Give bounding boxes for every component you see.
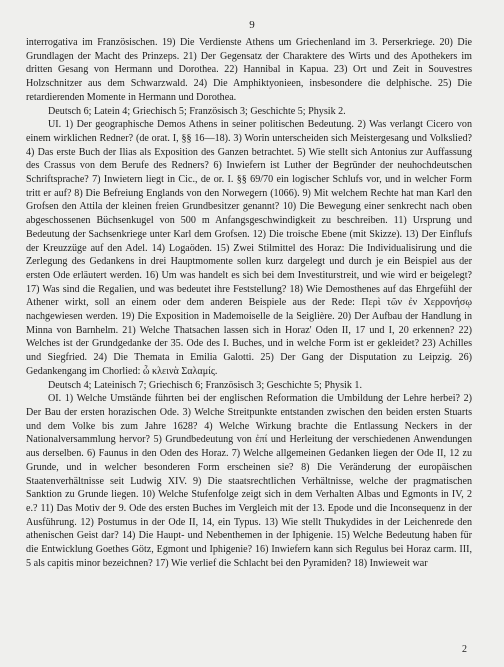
- paragraph-essay-counts-1: Deutsch 6; Latein 4; Griechisch 5; Französisch 3; Geschichte 5; Physik 2.: [48, 105, 346, 117]
- signature-mark: 2: [462, 644, 467, 655]
- body-text: [26, 36, 472, 570]
- page-number: 9: [249, 19, 255, 31]
- paragraph-topics-continued: interrogativa im Französischen. 19) Die Verdienste Athens um Griechenland im 3. Perserkriege. 20) Die Grundlagen der Macht des Prinzeps. 21) Der Gegensatz der Charaktere des Wirts und des Apothekers im dritten Gesang von Hermann und Dorothea. 22) Hannibal in Kapua. 23) Ort und Zeit in Souvestres Holzschnitzer aus dem Schwarzwald. 24) Die Amphiktyonieen, insbesondere die delphische. 25) Die retardierenden Momente in Hermann und Dorothea.: [26, 37, 472, 103]
- paragraph-section-ui: UI. 1) Der geographische Demos Athens in seiner politischen Bedeutung. 2) Was verlangt Cicero von einem wirklichen Redner? (de orat. I, §§ 16—18). 3) Worin unterscheiden sich Meistergesang und Volkslied? 4) Das erste Buch der Ilias als Exposition des Ganzen betrachtet. 5) Wie stellt sich Antonius zur Auffassung des Crassus von dem Berufe des Redners? 6) Inwiefern ist Luther der Begründer der neuhochdeutschen Schriftsprache? 7) Inwietern liegt in Cic., de or. I. §§ 69/70 ein logischer Schlufs vor, und in welcher Form tritt er auf? 8) Die Befreiung Englands von den Norwegern (1066). 9) Mit welchem Rechte hat man Karl den Grofsen den Attila der kleinen freien Grundbesitzer genannt? 10) Die Bewegung einer senkrecht nach oben abgeschossenen Büchsenkugel von 500 m Anfangsgeschwindigkeit zu beschreiben. 11) Ursprung und Bedeutung der Sachsenkriege unter Karl dem Grofsen. 12) Die troische Ebene (mit Skizze). 13) Der Einflufs der Kreuzzüge auf den Adel. 14) Logaöden. 15) Zwei Stilmittel des Horaz: Die Individualisirung und die Zerlegung des Gedankens in drei Hauptmomente sollen kurz dargelegt und durch je ein Beispiel aus der ersten Ode erläutert werden. 16) Um was handelt es sich bei dem Investiturstreit, und wie wird er beigelegt? 17) Was sind die Regalien, und was bedeutet ihre Feststellung? 18) Wie Demosthenes auf das Ehrgefühl der Athener wirkt, soll an einem oder dem anderen Beispiele aus der Rede: Περὶ τῶν ἐν Χερρονήσῳ nachgewiesen werden. 19) Die Exposition in Mademoiselle de la Seiglière. 20) Der Aufbau der Handlung in Minna von Barnhelm. 21) Welche Thatsachen lassen sich in Horaz' Oden II, 17 und I, 20 erkennen? 22) Welches ist der Grundgedanke der 35. Ode des I. Buches, und in welche Form ist er gekleidet? 23) Achilles und Siegfried. 24) Die Themata in Emilia Galotti. 25) Der Gang der Disputation zu Leipzig. 26) Gedankengang im Chorlied: ὦ κλεινὰ Σαλαμίς.: [26, 119, 472, 377]
- paragraph-section-oi: OI. 1) Welche Umstände führten bei der englischen Reformation die Umbildung der Lehre herbei? 2) Der Bau der ersten horazischen Ode. 3) Welche Streitpunkte entstanden zwischen den beiden ersten Stuarts und dem Volke bis zum Jahre 1628? 4) Welche Wirkung brachte die Entlassung Neckers in der Nationalversammlung hervor? 5) Grundbedeutung von ἐπί und Herleitung der verschiedenen Anwendungen aus derselben. 6) Faunus in den Oden des Horaz. 7) Welche allgemeinen Gedanken liegen der Ode II, 12 zu Grunde, und in welcher besonderen Form erscheinen sie? 8) Die Veränderung der europäischen Staatenverhältnisse seit Ludwig XIV. 9) Die staatsrechtlichen Verhältnisse, welche der pragmatischen Sanktion zu Grunde liegen. 10) Welche Stufenfolge zeigt sich in dem Verhalten Albas und Egmonts in IV, 2 e.? 11) Das Motiv der 9. Ode des ersten Buches im Vergleich mit der 13. Epode und die Inconsequenz in der Ausführung. 12) Postumus in der Ode II, 14, ein Typus. 13) Wie stellt Thukydides in der Leichenrede den athenischen Geist dar? 14) Die Haupt- und Nebenthemen in der Iphigenie. 15) Welche Bedeutung haben für die Entwicklung Goethes Götz, Egmont und Iphigenie? 16) Inwiefern kann sich Regulus bei Horaz carm. III, 5 als capitis minor bezeichnen? 17) Wie verlief die Schlacht bei den Pyramiden? 18) Inwieweit war: [26, 393, 472, 569]
- paragraph-essay-counts-2: Deutsch 4; Lateinisch 7; Griechisch 6; Französisch 3; Geschichte 5; Physik 1.: [48, 379, 362, 391]
